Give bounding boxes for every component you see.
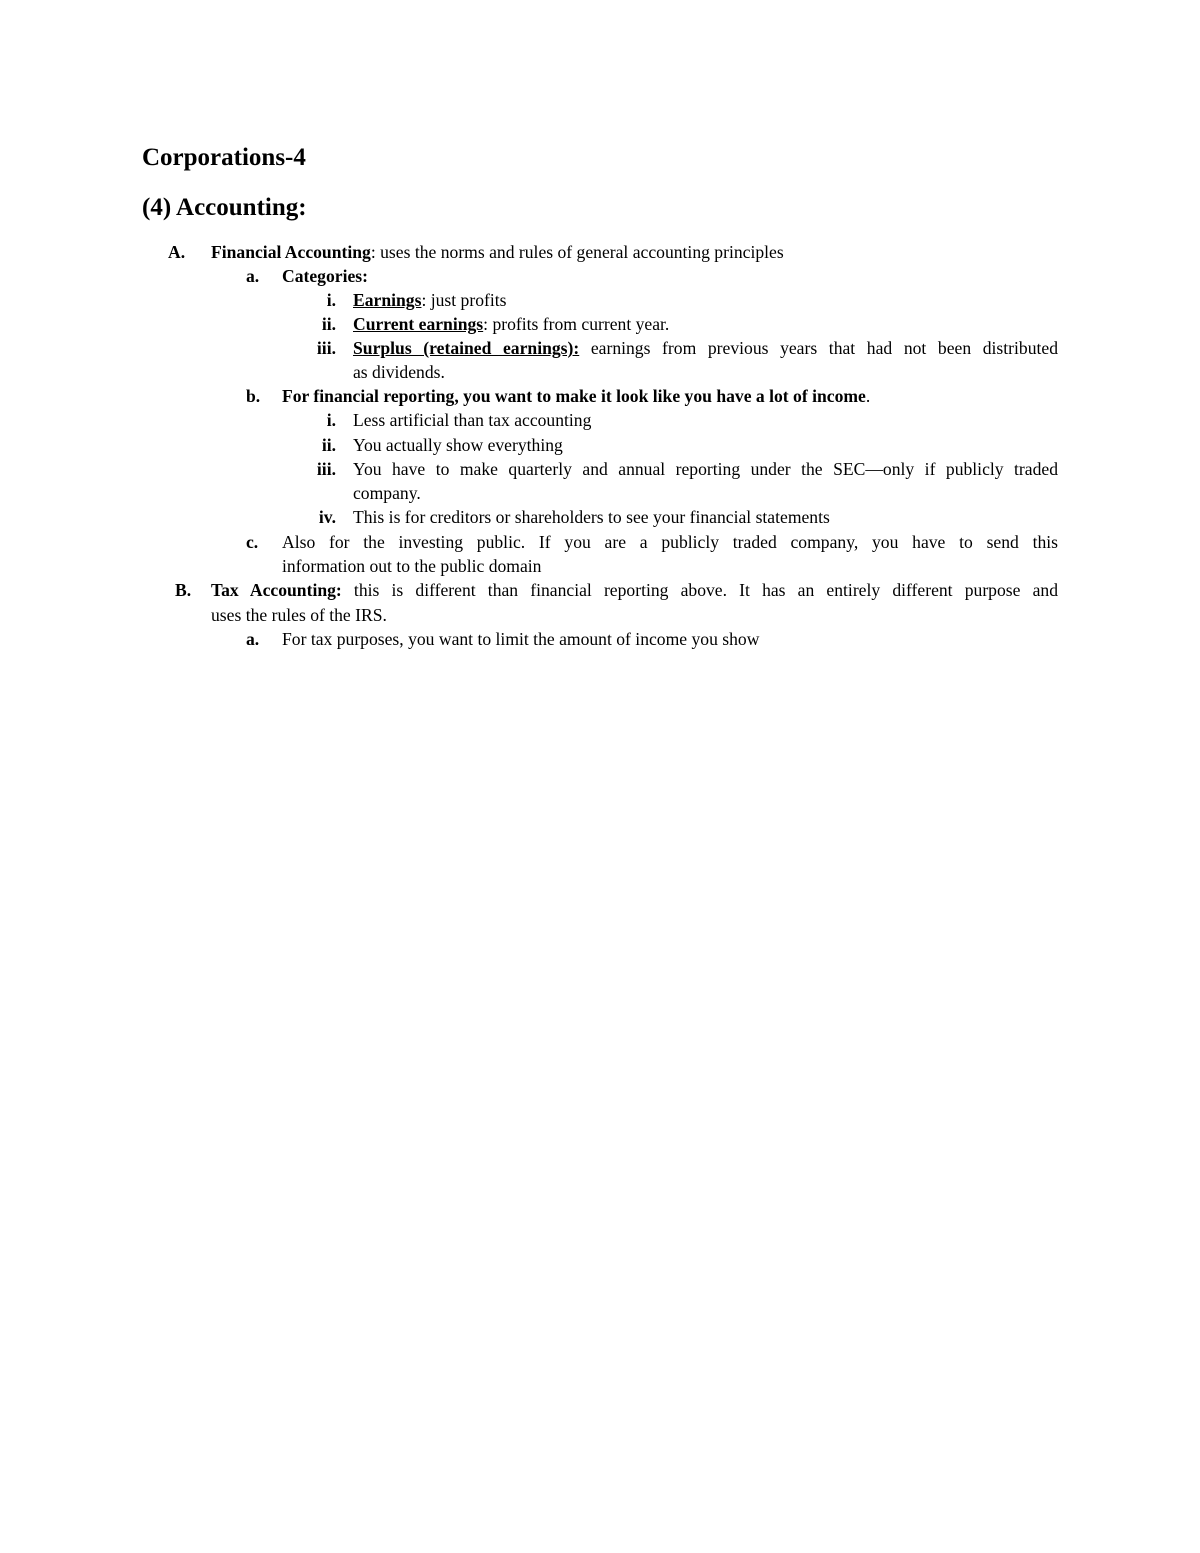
term-tax-accounting: Tax Accounting: bbox=[211, 580, 342, 600]
list-item-quarterly-reporting-continued: company. bbox=[353, 483, 421, 503]
list-item-tax-purposes: For tax purposes, you want to limit the amount of income you show bbox=[282, 629, 760, 649]
definition-text: this is different than financial reporting above. It has an entirely different purpose and bbox=[341, 580, 1058, 600]
list-marker-A-a-ii: ii. bbox=[321, 314, 336, 334]
list-item-tax-accounting bbox=[211, 578, 1058, 602]
list-item-show-everything: You actually show everything bbox=[353, 435, 563, 455]
list-marker-A-b-iii: iii. bbox=[316, 459, 336, 479]
list-item-financial-reporting bbox=[282, 384, 870, 408]
list-marker-A-a-iii: iii. bbox=[316, 338, 336, 358]
list-marker-A: A. bbox=[168, 242, 186, 262]
list-item-surplus bbox=[353, 336, 1058, 360]
emphasis-text: For financial reporting, you want to make it look like you have a lot of income bbox=[282, 386, 866, 406]
section-heading: (4) Accounting: bbox=[142, 194, 307, 221]
list-item-investing-public: Also for the investing public. If you are a publicly traded company, you have to send this bbox=[282, 532, 1058, 552]
list-marker-A-b-ii: ii. bbox=[321, 435, 336, 455]
list-item-categories: Categories: bbox=[282, 266, 368, 286]
trailing-text: . bbox=[865, 386, 871, 406]
list-item-quarterly-reporting: You have to make quarterly and annual reporting under the SEC—only if publicly traded bbox=[353, 459, 1058, 479]
definition-text: earnings from previous years that had not been distributed bbox=[579, 338, 1058, 358]
definition-text: : profits from current year. bbox=[483, 314, 670, 334]
list-item-creditors-shareholders: This is for creditors or shareholders to see your financial statements bbox=[353, 507, 830, 527]
list-item-investing-public-continued: information out to the public domain bbox=[282, 556, 542, 576]
definition-text: : uses the norms and rules of general accounting principles bbox=[370, 242, 784, 262]
list-item-current-earnings bbox=[353, 312, 669, 336]
list-item-A bbox=[211, 240, 784, 264]
list-marker-A-b-i: i. bbox=[326, 410, 336, 430]
term-current-earnings: Current earnings bbox=[353, 314, 484, 334]
list-item-surplus-continued: as dividends. bbox=[353, 362, 445, 382]
list-marker-A-b: b. bbox=[246, 386, 261, 406]
list-marker-A-a-i: i. bbox=[326, 290, 336, 310]
list-item-less-artificial: Less artificial than tax accounting bbox=[353, 410, 592, 430]
list-marker-B: B. bbox=[175, 580, 192, 600]
list-marker-A-c: c. bbox=[246, 532, 259, 552]
list-item-earnings bbox=[353, 288, 507, 312]
term-financial-accounting: Financial Accounting bbox=[211, 242, 371, 262]
definition-text: : just profits bbox=[421, 290, 507, 310]
term-surplus: Surplus (retained earnings): bbox=[353, 338, 580, 358]
list-marker-A-a: a. bbox=[246, 266, 260, 286]
list-item-tax-accounting-continued: uses the rules of the IRS. bbox=[211, 605, 387, 625]
document-title: Corporations-4 bbox=[142, 144, 306, 171]
list-marker-A-b-iv: iv. bbox=[318, 507, 336, 527]
term-earnings: Earnings bbox=[353, 290, 422, 310]
list-marker-B-a: a. bbox=[246, 629, 260, 649]
